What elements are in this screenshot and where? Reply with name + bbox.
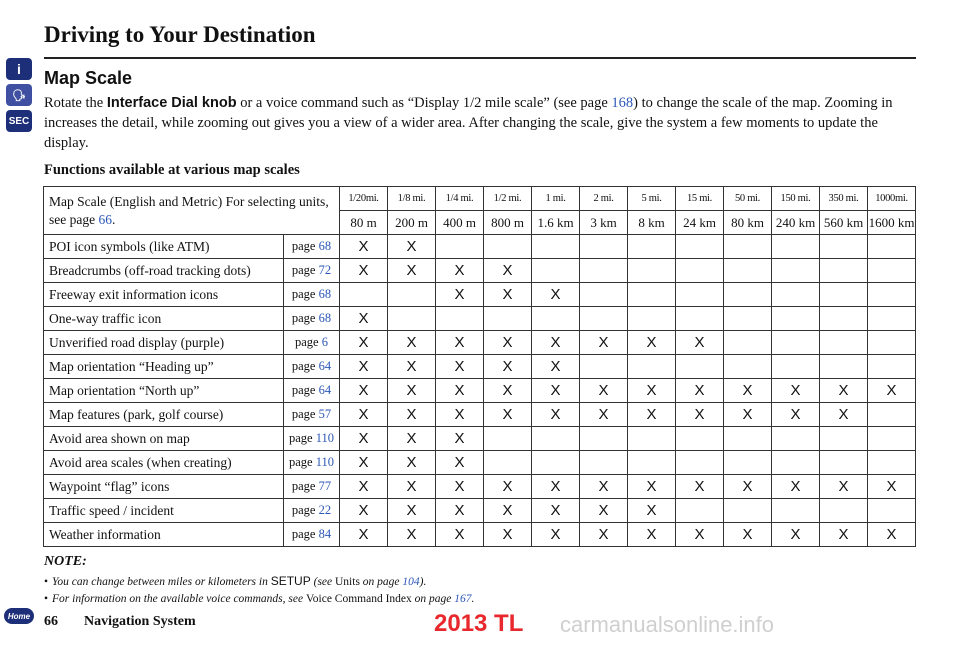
scale-mark: X [484, 379, 532, 403]
scale-mark [580, 307, 628, 331]
scale-mark [868, 427, 916, 451]
scale-mark [772, 259, 820, 283]
scale-mark [868, 403, 916, 427]
scale-mark: X [484, 355, 532, 379]
scale-mark: X [436, 499, 484, 523]
scale-metric-6: 8 km [628, 211, 676, 235]
scale-metric-3: 800 m [484, 211, 532, 235]
scale-mark [676, 235, 724, 259]
scale-mark: X [724, 379, 772, 403]
function-name: Waypoint “flag” icons [44, 475, 284, 499]
scale-mark [724, 331, 772, 355]
scale-mark: X [772, 523, 820, 547]
units-label: Units [335, 576, 360, 588]
page-prefix: page [288, 455, 313, 469]
scale-mark: X [388, 355, 436, 379]
page-link[interactable]: 57 [318, 407, 332, 421]
scale-mark: X [484, 403, 532, 427]
scale-metric-5: 3 km [580, 211, 628, 235]
scale-mark [868, 451, 916, 475]
scale-mark: X [340, 475, 388, 499]
note1-see: (see [310, 576, 335, 588]
scale-mark [676, 283, 724, 307]
scale-mark [484, 235, 532, 259]
scale-mark: X [628, 499, 676, 523]
scale-mark: X [484, 499, 532, 523]
scale-mark [820, 355, 868, 379]
function-name: Map orientation “Heading up” [44, 355, 284, 379]
table-row [44, 499, 916, 523]
page-link[interactable]: 6 [321, 335, 328, 349]
scale-mark [772, 283, 820, 307]
scale-mark: X [628, 331, 676, 355]
scale-mark [580, 451, 628, 475]
page-reference [284, 283, 340, 307]
table-row [44, 379, 916, 403]
scale-metric-0: 80 m [340, 211, 388, 235]
page-reference [284, 427, 340, 451]
table-row [44, 451, 916, 475]
page-prefix: page [291, 383, 316, 397]
scale-mark [820, 307, 868, 331]
scale-mark [676, 451, 724, 475]
page-prefix: page [291, 263, 316, 277]
scale-english-8: 50 mi. [724, 187, 772, 211]
scale-mark: X [436, 403, 484, 427]
page-prefix: page [291, 503, 316, 517]
scale-mark: X [484, 523, 532, 547]
scale-mark [772, 331, 820, 355]
function-name: Map orientation “North up” [44, 379, 284, 403]
scale-mark: X [436, 475, 484, 499]
scale-mark [868, 307, 916, 331]
page-reference [284, 403, 340, 427]
scale-mark [772, 307, 820, 331]
scale-mark: X [436, 451, 484, 475]
scale-mark: X [676, 475, 724, 499]
page-title: Driving to Your Destination [44, 22, 316, 47]
scale-mark [676, 259, 724, 283]
scale-mark: X [340, 379, 388, 403]
page-link[interactable]: 22 [318, 503, 332, 517]
scale-mark: X [532, 475, 580, 499]
scale-mark [388, 283, 436, 307]
title-rule [44, 57, 916, 59]
scale-mark [676, 307, 724, 331]
note1-on: on page [359, 576, 403, 588]
page-prefix: page [291, 311, 316, 325]
scale-metric-9: 240 km [772, 211, 820, 235]
scale-mark [676, 355, 724, 379]
function-name: One-way traffic icon [44, 307, 284, 331]
scale-mark: X [820, 379, 868, 403]
note-bullet: • [44, 576, 49, 588]
scale-mark: X [532, 355, 580, 379]
page-reference [284, 379, 340, 403]
scale-mark: X [820, 523, 868, 547]
scale-mark: X [340, 235, 388, 259]
scale-mark: X [340, 331, 388, 355]
scale-mark [580, 355, 628, 379]
function-name: Map features (park, golf course) [44, 403, 284, 427]
note-units [44, 574, 426, 588]
scale-mark [724, 307, 772, 331]
scale-mark: X [436, 523, 484, 547]
table-row [44, 355, 916, 379]
scale-mark: X [388, 331, 436, 355]
section-heading: Map Scale [44, 68, 133, 88]
scale-mark: X [628, 523, 676, 547]
scale-mark: X [340, 523, 388, 547]
scale-mark: X [820, 403, 868, 427]
voice-command-index-label: Voice Command Index [305, 593, 412, 605]
page-reference [284, 307, 340, 331]
scale-mark: X [820, 475, 868, 499]
scale-mark: X [868, 475, 916, 499]
scale-mark: X [388, 403, 436, 427]
scale-mark [820, 451, 868, 475]
intro-paragraph [44, 93, 924, 153]
scale-mark: X [532, 283, 580, 307]
function-name: POI icon symbols (like ATM) [44, 235, 284, 259]
page-prefix: page [291, 479, 316, 493]
scale-mark [388, 307, 436, 331]
page-reference [284, 475, 340, 499]
scale-mark: X [580, 499, 628, 523]
scale-mark [580, 259, 628, 283]
scale-mark: X [772, 379, 820, 403]
scale-mark [532, 427, 580, 451]
note1-end: ). [419, 576, 427, 588]
scale-mark: X [340, 355, 388, 379]
scale-mark [724, 259, 772, 283]
scale-mark: X [484, 259, 532, 283]
page-link-168[interactable]: 168 [611, 95, 634, 111]
function-name: Unverified road display (purple) [44, 331, 284, 355]
scale-mark: X [484, 475, 532, 499]
scale-mark [532, 235, 580, 259]
page-link[interactable]: 68 [318, 239, 332, 253]
scale-mark [772, 499, 820, 523]
scale-mark: X [340, 427, 388, 451]
page-link-104[interactable]: 104 [402, 576, 420, 588]
intro-text-pre: Rotate the [44, 95, 107, 111]
scale-mark: X [628, 379, 676, 403]
scale-mark [484, 307, 532, 331]
scale-mark [340, 283, 388, 307]
scale-english-1: 1/8 mi. [388, 187, 436, 211]
scale-mark [628, 451, 676, 475]
scale-mark [820, 235, 868, 259]
scale-mark: X [724, 475, 772, 499]
security-tab[interactable]: SEC [6, 110, 32, 132]
page-number: 66 [44, 614, 58, 629]
intro-text-post: ) to change the scale of the map. Zooming in increases the detail, while zooming out gives you a view of a wider area. After changing the scale, give the system a few moments to update the display. [44, 95, 893, 151]
scale-mark [628, 355, 676, 379]
scale-mark [724, 451, 772, 475]
scale-mark [772, 355, 820, 379]
table-row [44, 427, 916, 451]
function-name: Freeway exit information icons [44, 283, 284, 307]
scale-mark: X [724, 403, 772, 427]
page-prefix: page [288, 431, 313, 445]
scale-mark: X [436, 283, 484, 307]
note1-text: You can change between miles or kilometers in [52, 576, 271, 588]
scale-header-text-end: . [111, 211, 116, 227]
note2-text: For information on the available voice commands, see [52, 593, 306, 605]
scale-mark [868, 499, 916, 523]
page-prefix: page [291, 359, 316, 373]
note-bullet: • [44, 593, 49, 605]
footer-title: Navigation System [84, 614, 196, 629]
scale-mark [772, 451, 820, 475]
header-row-english [44, 187, 916, 211]
scale-mark [868, 283, 916, 307]
scale-mark [724, 355, 772, 379]
scale-mark: X [436, 259, 484, 283]
scale-mark: X [868, 379, 916, 403]
scale-mark [484, 427, 532, 451]
scale-metric-1: 200 m [388, 211, 436, 235]
page-reference [284, 259, 340, 283]
scale-mark: X [388, 259, 436, 283]
scale-mark: X [532, 523, 580, 547]
note-label: NOTE: [44, 554, 87, 569]
scale-english-7: 15 mi. [676, 187, 724, 211]
scale-mark [628, 283, 676, 307]
scale-mark [868, 259, 916, 283]
scale-metric-4: 1.6 km [532, 211, 580, 235]
scale-mark [676, 499, 724, 523]
page-reference [284, 331, 340, 355]
page-prefix: page [291, 239, 316, 253]
scale-mark [724, 499, 772, 523]
scale-mark: X [580, 523, 628, 547]
scale-metric-10: 560 km [820, 211, 868, 235]
page-prefix: page [291, 527, 316, 541]
scale-mark: X [436, 331, 484, 355]
scale-mark: X [580, 331, 628, 355]
scale-mark [868, 331, 916, 355]
table-row [44, 331, 916, 355]
scale-english-11: 1000mi. [868, 187, 916, 211]
scale-mark [580, 235, 628, 259]
scale-mark: X [340, 307, 388, 331]
scale-mark [436, 307, 484, 331]
table-row [44, 235, 916, 259]
scale-mark [676, 427, 724, 451]
page-link-66[interactable]: 66 [98, 211, 112, 227]
function-name: Weather information [44, 523, 284, 547]
scale-mark: X [340, 259, 388, 283]
interface-dial-knob-label: Interface Dial knob [106, 95, 237, 111]
scale-mark: X [628, 403, 676, 427]
page-link[interactable]: 68 [318, 311, 332, 325]
scale-english-3: 1/2 mi. [484, 187, 532, 211]
scale-mark: X [676, 523, 724, 547]
note2-end: . [471, 593, 475, 605]
scale-english-2: 1/4 mi. [436, 187, 484, 211]
scale-metric-8: 80 km [724, 211, 772, 235]
note-voice-commands [44, 593, 474, 605]
scale-mark [868, 355, 916, 379]
scale-mark: X [436, 355, 484, 379]
scale-mark [628, 259, 676, 283]
scale-mark: X [388, 427, 436, 451]
table-row [44, 475, 916, 499]
scale-mark: X [436, 427, 484, 451]
scale-english-10: 350 mi. [820, 187, 868, 211]
page-link-167[interactable]: 167 [454, 593, 472, 605]
scale-english-4: 1 mi. [532, 187, 580, 211]
page-link[interactable]: 84 [318, 527, 332, 541]
scale-mark [820, 259, 868, 283]
page-reference [284, 235, 340, 259]
table-row [44, 259, 916, 283]
scale-mark [724, 283, 772, 307]
scale-english-5: 2 mi. [580, 187, 628, 211]
scale-mark [532, 259, 580, 283]
function-name: Avoid area shown on map [44, 427, 284, 451]
scale-metric-11: 1600 km [868, 211, 916, 235]
scale-mark: X [436, 379, 484, 403]
note2-on: on page [411, 593, 455, 605]
scale-metric-7: 24 km [676, 211, 724, 235]
scale-mark: X [532, 499, 580, 523]
table-row [44, 307, 916, 331]
scale-mark: X [532, 403, 580, 427]
page-reference [284, 499, 340, 523]
setup-label: SETUP [270, 574, 311, 588]
scale-mark: X [580, 475, 628, 499]
intro-text-mid: or a voice command such as “Display 1/2 mile scale” (see page [236, 95, 612, 111]
scale-english-0: 1/20mi. [340, 187, 388, 211]
scale-mark [484, 451, 532, 475]
page-reference [284, 451, 340, 475]
scale-mark [628, 427, 676, 451]
function-name: Avoid area scales (when creating) [44, 451, 284, 475]
scale-mark [724, 235, 772, 259]
scale-mark: X [628, 475, 676, 499]
page-link[interactable]: 64 [318, 359, 332, 373]
map-scale-table [43, 186, 916, 547]
watermark-site: carmanualsonline.info [560, 612, 775, 637]
scale-mark [772, 235, 820, 259]
scale-mark: X [676, 331, 724, 355]
page-link[interactable]: 68 [318, 287, 332, 301]
scale-mark: X [580, 403, 628, 427]
table-heading: Functions available at various map scales [44, 162, 300, 178]
scale-mark [820, 427, 868, 451]
scale-mark [724, 427, 772, 451]
scale-mark [532, 307, 580, 331]
scale-mark: X [676, 403, 724, 427]
scale-mark [628, 235, 676, 259]
scale-mark [436, 235, 484, 259]
scale-english-6: 5 mi. [628, 187, 676, 211]
scale-english-9: 150 mi. [772, 187, 820, 211]
home-icon[interactable]: Home [4, 608, 34, 624]
scale-mark: X [868, 523, 916, 547]
function-name: Breadcrumbs (off-road tracking dots) [44, 259, 284, 283]
scale-mark: X [340, 499, 388, 523]
scale-mark: X [340, 451, 388, 475]
scale-mark [820, 331, 868, 355]
page-link[interactable]: 64 [318, 383, 332, 397]
scale-header-text: Map Scale (English and Metric) For selecting units, see page [49, 193, 329, 227]
scale-mark: X [532, 379, 580, 403]
scale-mark: X [340, 403, 388, 427]
scale-metric-2: 400 m [436, 211, 484, 235]
scale-mark: X [532, 331, 580, 355]
page-prefix: page [295, 335, 319, 349]
scale-mark: X [772, 403, 820, 427]
scale-mark [868, 235, 916, 259]
scale-mark [772, 427, 820, 451]
scale-mark [532, 451, 580, 475]
page-link[interactable]: 77 [318, 479, 332, 493]
scale-mark [820, 283, 868, 307]
page-prefix: page [291, 407, 316, 421]
scale-mark: X [724, 523, 772, 547]
scale-header-label [44, 187, 340, 235]
scale-mark: X [772, 475, 820, 499]
scale-mark [580, 427, 628, 451]
watermark-model: 2013 TL [434, 610, 524, 637]
scale-mark: X [388, 451, 436, 475]
scale-mark: X [388, 499, 436, 523]
page-link[interactable]: 72 [318, 263, 332, 277]
scale-mark [628, 307, 676, 331]
voice-icon[interactable]: 🗣 [6, 84, 32, 106]
scale-mark: X [676, 379, 724, 403]
scale-mark [580, 283, 628, 307]
page-reference [284, 523, 340, 547]
page-reference [284, 355, 340, 379]
page-link[interactable]: 110 [315, 431, 335, 445]
scale-mark [820, 499, 868, 523]
scale-mark: X [484, 283, 532, 307]
info-icon[interactable]: i [6, 58, 32, 80]
scale-mark: X [580, 379, 628, 403]
table-row [44, 283, 916, 307]
scale-mark: X [388, 379, 436, 403]
page-link[interactable]: 110 [315, 455, 335, 469]
scale-mark: X [388, 475, 436, 499]
table-row [44, 523, 916, 547]
scale-mark: X [388, 523, 436, 547]
table-row [44, 403, 916, 427]
scale-mark: X [484, 331, 532, 355]
page-prefix: page [291, 287, 316, 301]
function-name: Traffic speed / incident [44, 499, 284, 523]
scale-mark: X [388, 235, 436, 259]
